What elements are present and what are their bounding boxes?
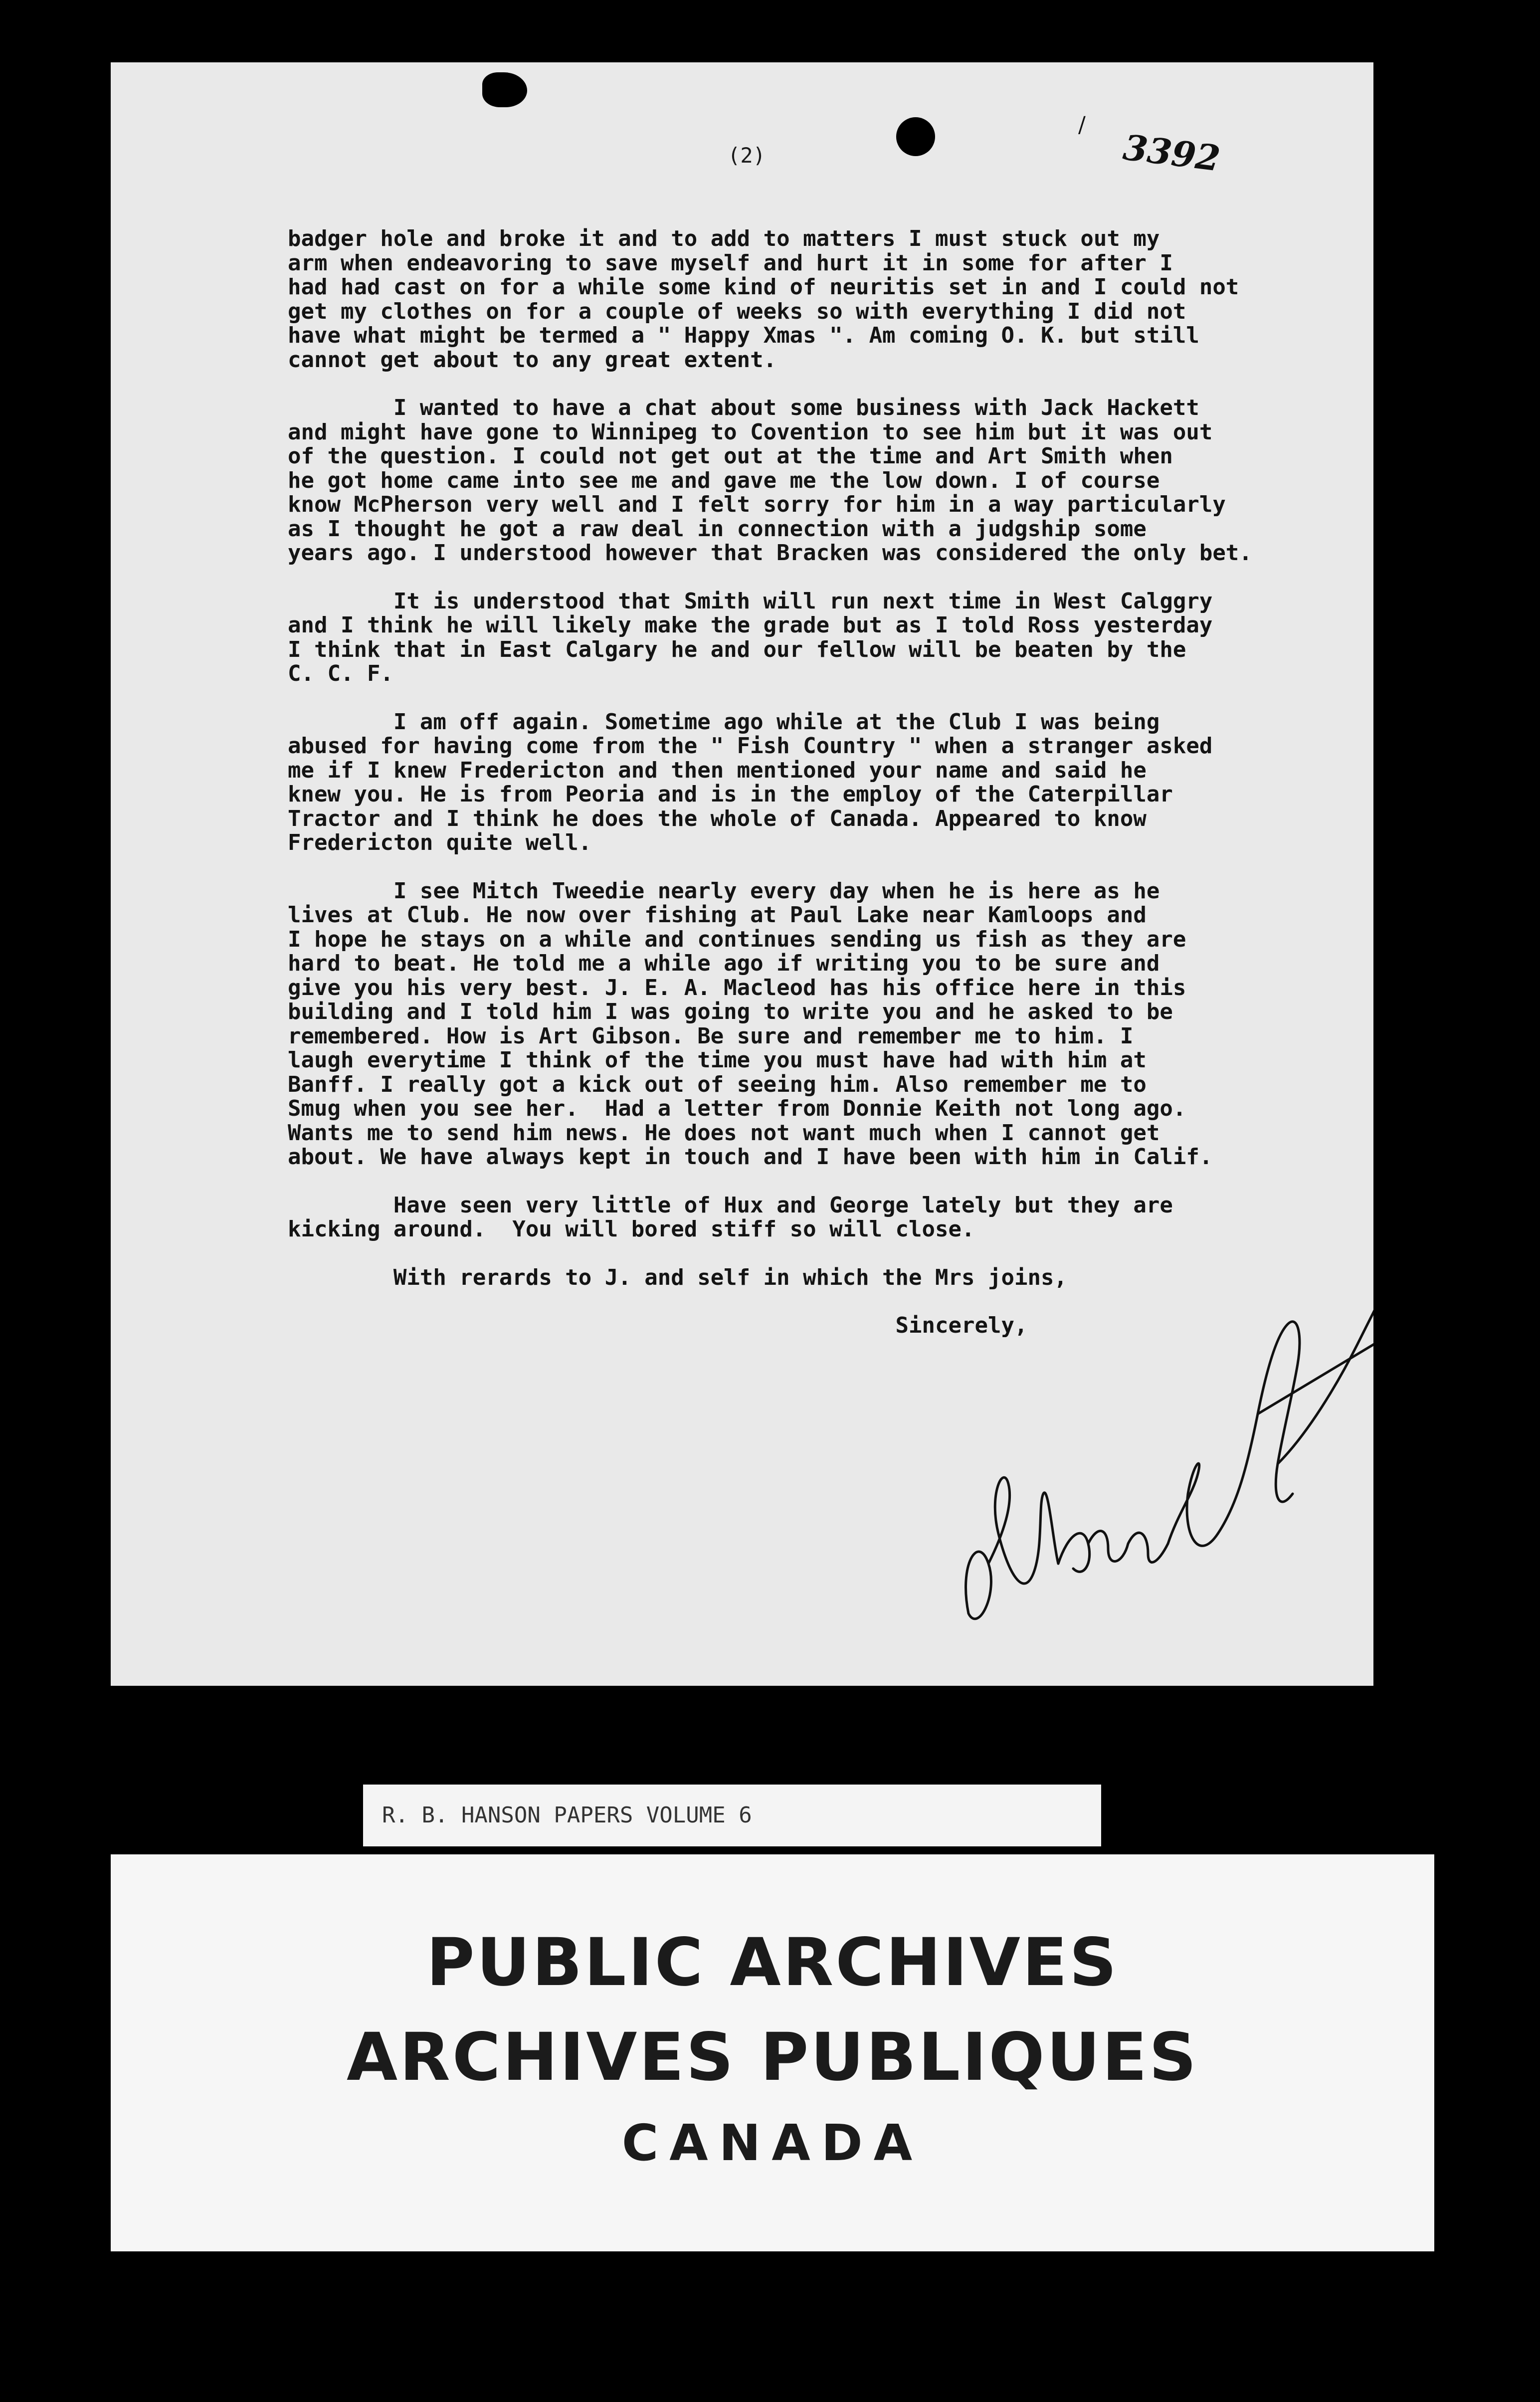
reference-label: R. B. HANSON PAPERS VOLUME 6 <box>363 1785 1101 1846</box>
letter-line: With rerards to J. and self in which the Mrs joins, <box>288 1264 1067 1290</box>
letter-line: about. We have always kept in touch and I have been with him in Calif. <box>288 1144 1213 1170</box>
punch-hole-right <box>896 117 935 156</box>
letter-line: Smug when you see her. Had a letter from Donnie Keith not long ago. <box>288 1096 1186 1121</box>
letter-line: knew you. He is from Peoria and is in the employ of the Caterpillar <box>288 782 1173 807</box>
letter-line: Banff. I really got a kick out of seeing him. Also remember me to <box>288 1071 1147 1097</box>
letter-line: Fredericton quite well. <box>288 830 592 855</box>
letter-line: abused for having come from the " Fish Country " when a stranger asked <box>288 733 1213 759</box>
letter-line: laugh everytime I think of the time you must have had with him at <box>288 1047 1147 1073</box>
letter-line: have what might be termed a " Happy Xmas ". Am coming O. K. but still <box>288 323 1199 348</box>
letter-line: and might have gone to Winnipeg to Covention to see him but it was out <box>288 419 1213 445</box>
letter-line: Sincerely, <box>288 1313 1028 1338</box>
letter-line: Tractor and I think he does the whole of Canada. Appeared to know <box>288 805 1147 831</box>
archives-title-en: PUBLIC ARCHIVES <box>426 1924 1119 2001</box>
letter-line: I hope he stays on a while and continues sending us fish as they are <box>288 926 1186 952</box>
letter-line: hard to beat. He told me a while ago if writing you to be sure and <box>288 951 1160 976</box>
letter-line: get my clothes on for a couple of weeks so with everything I did not <box>288 298 1186 324</box>
archives-card <box>111 1854 1434 2251</box>
letter-line: cannot get about to any great extent. <box>288 347 777 373</box>
letter-line: I wanted to have a chat about some business with Jack Hackett <box>288 395 1199 420</box>
letter-line: of the question. I could not get out at the time and Art Smith when <box>288 443 1173 469</box>
letter-line: know McPherson very well and I felt sorry for him in a way particularly <box>288 492 1226 517</box>
paragraph-gap <box>288 686 1373 710</box>
letter-line: me if I knew Fredericton and then mentioned your name and said he <box>288 757 1147 783</box>
letter-line: give you his very best. J. E. A. Macleod has his office here in this <box>288 975 1186 1001</box>
letter-line: Wants me to send him news. He does not want much when I cannot get <box>288 1120 1160 1146</box>
letter-line: and I think he will likely make the grade but as I told Ross yesterday <box>288 612 1213 638</box>
document-number: 3392 <box>1121 126 1223 180</box>
letter-body <box>288 227 1373 1338</box>
archives-title-fr: ARCHIVES PUBLIQUES <box>346 2019 1198 2096</box>
letter-line: years ago. I understood however that Bracken was considered the only bet. <box>288 540 1252 566</box>
punch-hole-left <box>482 72 527 107</box>
letter-line: remembered. How is Art Gibson. Be sure and remember me to him. I <box>288 1023 1134 1049</box>
letter-line: had had cast on for a while some kind of neuritis set in and I could not <box>288 274 1239 300</box>
letter-line: badger hole and broke it and to add to matters I must stuck out my <box>288 226 1160 251</box>
letter-line: arm when endeavoring to save myself and hurt it in some for after I <box>288 250 1173 276</box>
paragraph-gap <box>288 566 1373 590</box>
page-number: (2) <box>728 143 766 168</box>
letter-line: It is understood that Smith will run next time in West Calggry <box>288 588 1213 614</box>
letter-line: Have seen very little of Hux and George lately but they are <box>288 1192 1173 1218</box>
paragraph-gap <box>288 372 1373 396</box>
letter-line: kicking around. You will bored stiff so will close. <box>288 1216 975 1242</box>
letter-line: building and I told him I was going to write you and he asked to be <box>288 999 1173 1024</box>
letter-line: C. C. F. <box>288 661 393 686</box>
letter-line: lives at Club. He now over fishing at Paul Lake near Kamloops and <box>288 902 1147 928</box>
letter-line: I see Mitch Tweedie nearly every day when he is here as he <box>288 878 1160 904</box>
letter-line: he got home came into see me and gave me the low down. I of course <box>288 467 1160 493</box>
archives-country: CANADA <box>621 2114 924 2172</box>
letter-line: as I thought he got a raw deal in connection with a judgship some <box>288 516 1147 542</box>
letter-line: I am off again. Sometime ago while at the Club I was being <box>288 709 1160 735</box>
tick-mark: / <box>1078 112 1086 138</box>
letter-page <box>111 62 1373 1686</box>
signature <box>959 1185 1373 1673</box>
paragraph-gap <box>288 855 1373 879</box>
letter-line: I think that in East Calgary he and our fellow will be beaten by the <box>288 636 1186 662</box>
